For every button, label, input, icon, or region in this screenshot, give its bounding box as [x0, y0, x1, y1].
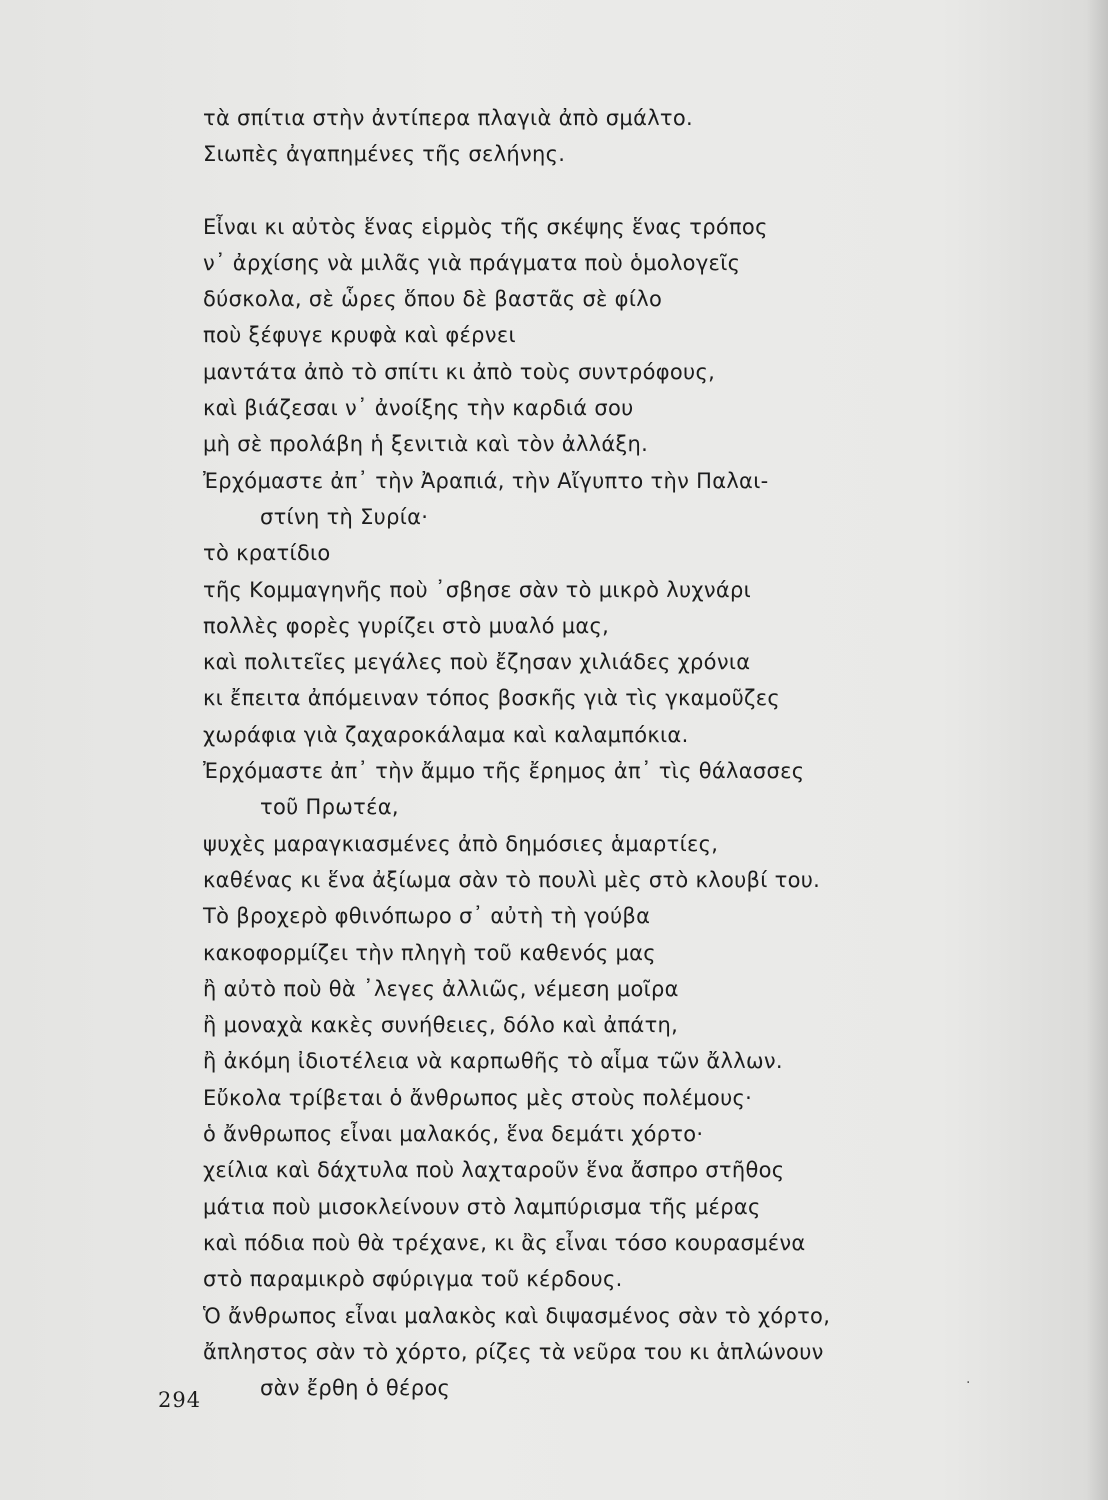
poem-line: ἢ ἀκόμη ἰδιοτέλεια νὰ καρπωθῆς τὸ αἷμα τῶν ἄλλων. — [203, 1049, 783, 1074]
poem-line: ψυχὲς μαραγκιασμένες ἀπὸ δημόσιες ἁμαρτίες, — [203, 831, 719, 856]
poem-line: Ὁ ἄνθρωπος εἶναι μαλακὸς καὶ διψασμένος σὰν τὸ χόρτο, — [203, 1303, 831, 1328]
poem-line: πολλὲς φορὲς γυρίζει στὸ μυαλό μας, — [203, 613, 610, 638]
poem-line: Τὸ βροχερὸ φθινόπωρο σ᾽ αὐτὴ τὴ γούβα — [203, 904, 651, 929]
poem-line: τὸ κρατίδιο — [203, 541, 331, 566]
poem-line: δύσκολα, σὲ ὧρες ὅπου δὲ βαστᾶς σὲ φίλο — [203, 287, 663, 312]
poem-line: ποὺ ξέφυγε κρυφὰ καὶ φέρνει — [203, 323, 516, 348]
stanza-break — [203, 173, 1083, 209]
poem-line: καθένας κι ἕνα ἀξίωμα σὰν τὸ πουλὶ μὲς στὸ κλουβί του. — [203, 867, 821, 892]
poem-line: κι ἔπειτα ἀπόμειναν τόπος βοσκῆς γιὰ τὶς γκαμοῦζες — [203, 686, 781, 711]
poem-line: ἢ αὐτὸ ποὺ θὰ ᾽λεγες ἀλλιῶς, νέμεση μοῖρα — [203, 976, 679, 1001]
poem-line: Εὔκολα τρίβεται ὁ ἄνθρωπος μὲς στοὺς πολέμους· — [203, 1085, 753, 1110]
poem-line: καὶ βιάζεσαι ν᾽ ἀνοίξης τὴν καρδιά σου — [203, 396, 634, 421]
poem-line: μαντάτα ἀπὸ τὸ σπίτι κι ἀπὸ τοὺς συντρόφους, — [203, 359, 716, 384]
poem-text — [203, 100, 1083, 1406]
page-spine-shadow — [1086, 0, 1108, 1500]
poem-line: χωράφια γιὰ ζαχαροκάλαμα καὶ καλαμπόκια. — [203, 722, 689, 747]
poem-line: καὶ πόδια ποὺ θὰ τρέχανε, κι ἂς εἶναι τόσο κουρασμένα — [203, 1230, 806, 1255]
poem-line-continuation: σὰν ἔρθη ὁ θέρος — [260, 1376, 451, 1401]
poem-line: Σιωπὲς ἀγαπημένες τῆς σελήνης. — [203, 142, 566, 167]
poem-line: ἄπληστος σὰν τὸ χόρτο, ρίζες τὰ νεῦρα του κι ἁπλώνουν — [203, 1339, 824, 1364]
poem-line: μὴ σὲ προλάβη ἡ ξενιτιὰ καὶ τὸν ἀλλάξη. — [203, 432, 649, 457]
poem-line: Ἐρχόμαστε ἀπ᾽ τὴν Ἀραπιά, τὴν Αἴγυπτο τὴν Παλαι- — [203, 468, 769, 493]
poem-line-continuation: στίνη τὴ Συρία· — [260, 504, 429, 529]
poem-line: καὶ πολιτεῖες μεγάλες ποὺ ἔζησαν χιλιάδες χρόνια — [203, 650, 751, 675]
poem-line: ν᾽ ἀρχίσης νὰ μιλᾶς γιὰ πράγματα ποὺ ὁμολογεῖς — [203, 250, 741, 275]
poem-line: ἢ μοναχὰ κακὲς συνήθειες, δόλο καὶ ἀπάτη, — [203, 1013, 679, 1038]
poem-line: Εἶναι κι αὐτὸς ἕνας εἱρμὸς τῆς σκέψης ἕνας τρόπος — [203, 214, 768, 239]
poem-line: χείλια καὶ δάχτυλα ποὺ λαχταροῦν ἕνα ἄσπρο στῆθος — [203, 1158, 785, 1183]
poem-line: τῆς Κομμαγηνῆς ποὺ ᾽σβησε σὰν τὸ μικρὸ λυχνάρι — [203, 577, 752, 602]
poem-line: μάτια ποὺ μισοκλείνουν στὸ λαμπύρισμα τῆς μέρας — [203, 1194, 761, 1219]
ink-speck: · — [966, 1375, 971, 1391]
poem-line: Ἐρχόμαστε ἀπ᾽ τὴν ἄμμο τῆς ἔρημος ἀπ᾽ τὶς θάλασσες — [203, 759, 805, 784]
poem-line: ὁ ἄνθρωπος εἶναι μαλακός, ἕνα δεμάτι χόρτο· — [203, 1122, 704, 1147]
poem-line: στὸ παραμικρὸ σφύριγμα τοῦ κέρδους. — [203, 1267, 623, 1292]
poem-line: τὰ σπίτια στὴν ἀντίπερα πλαγιὰ ἀπὸ σμάλτο. — [203, 106, 694, 130]
poem-line-continuation: τοῦ Πρωτέα, — [260, 795, 399, 820]
page-number: 294 — [158, 1388, 202, 1412]
poem-line: κακοφορμίζει τὴν πληγὴ τοῦ καθενός μας — [203, 940, 656, 965]
